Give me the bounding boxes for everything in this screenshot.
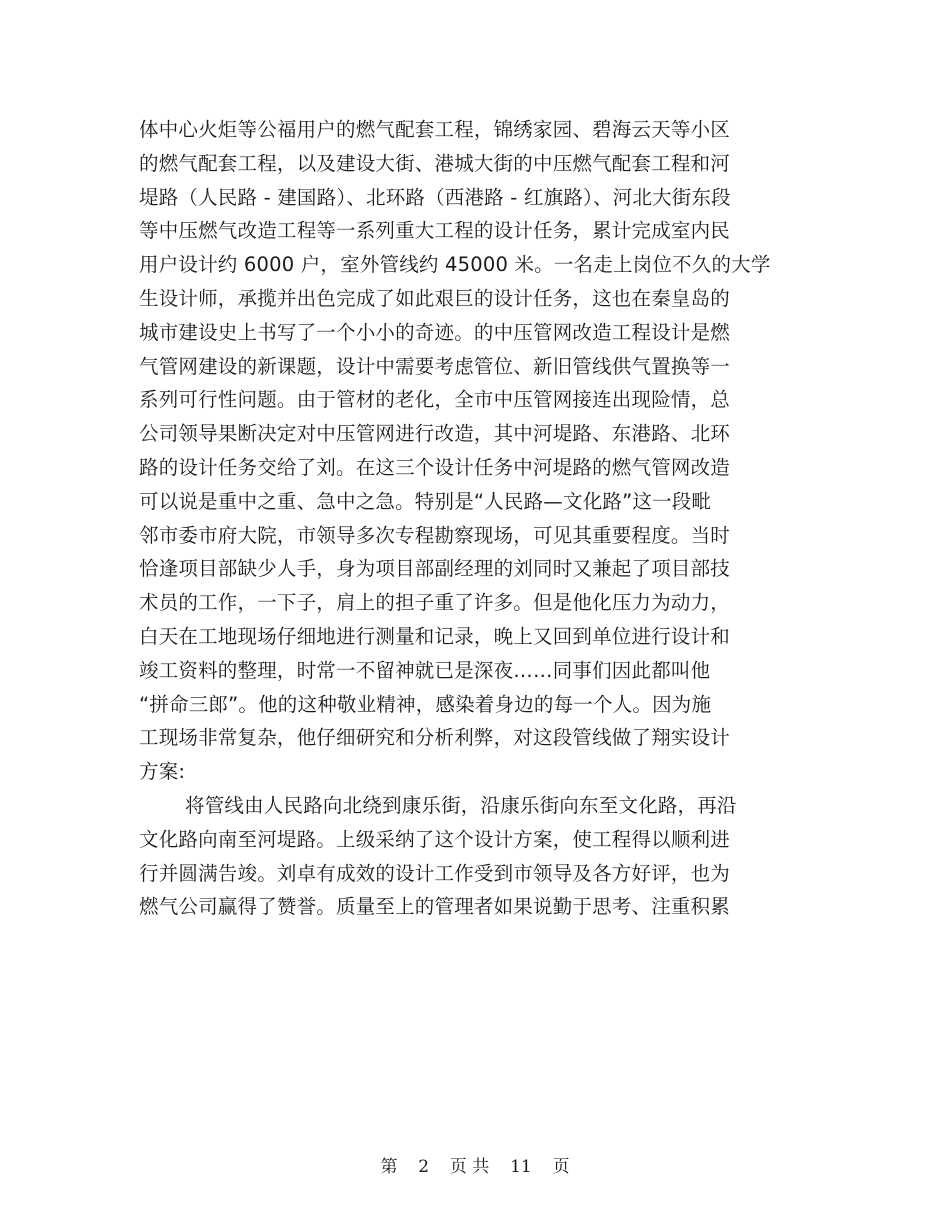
body-text — [139, 113, 819, 924]
footer-suffix: 页 — [552, 1157, 570, 1177]
footer-middle: 页 共 — [449, 1157, 490, 1177]
text-line: 用户设计约 6000 户，室外管线约 45000 米。一名走上岗位不久的大学 — [139, 253, 771, 277]
footer-prefix: 第 — [380, 1157, 398, 1177]
text-line: 生设计师，承揽并出色完成了如此艰巨的设计任务，这也在秦皇岛的 — [139, 286, 731, 310]
text-line: 气管网建设的新课题，设计中需要考虑管位、新旧管线供气置换等一 — [139, 354, 731, 378]
text-line: 可以说是重中之重、急中之急。特别是“人民路—文化路”这一段毗 — [139, 489, 712, 513]
text-line: 工现场非常复杂，他仔细研究和分析利弊，对这段管线做了翔实设计 — [139, 726, 731, 750]
text-line: 方案: — [139, 760, 186, 784]
text-line: “拼命三郎”。他的这种敬业精神，感染着身边的每一个人。因为施 — [139, 692, 712, 716]
text-line: 白天在工地现场仔细地进行测量和记录，晚上又回到单位进行设计和 — [139, 624, 731, 648]
text-line: 行并圆满告竣。刘卓有成效的设计工作受到市领导及各方好评，也为 — [139, 861, 731, 885]
text-line: 恰逢项目部缺少人手，身为项目部副经理的刘同时又兼起了项目部技 — [139, 557, 731, 581]
text-line: 竣工资料的整理，时常一不留神就已是深夜……同事们因此都叫他 — [139, 658, 711, 682]
text-line: 系列可行性问题。由于管材的老化，全市中压管网接连出现险情，总 — [139, 388, 731, 412]
text-line: 燃气公司赢得了赞誉。质量至上的管理者如果说勤于思考、注重积累 — [139, 895, 731, 919]
footer-page-number: 2 — [418, 1157, 430, 1177]
text-line: 文化路向南至河堤路。上级采纳了这个设计方案，使工程得以顺利进 — [139, 827, 731, 851]
text-line: 的燃气配套工程，以及建设大街、港城大街的中压燃气配套工程和河 — [139, 151, 731, 175]
text-line: 等中压燃气改造工程等一系列重大工程的设计任务，累计完成室内民 — [139, 219, 731, 243]
text-line-indented: 将管线由人民路向北绕到康乐街，沿康乐街向东至文化路，再沿 — [185, 793, 737, 817]
text-line: 术员的工作，一下子，肩上的担子重了许多。但是他化压力为动力， — [139, 591, 731, 615]
text-line: 路的设计任务交给了刘。在这三个设计任务中河堤路的燃气管网改造 — [139, 455, 731, 479]
text-line: 堤路（人民路 - 建国路）、北环路（西港路 - 红旗路）、河北大街东段 — [139, 185, 731, 209]
text-line: 公司领导果断决定对中压管网进行改造，其中河堤路、东港路、北环 — [139, 422, 731, 446]
text-line: 体中心火炬等公福用户的燃气配套工程，锦绣家园、碧海云天等小区 — [139, 118, 731, 141]
text-line: 邻市委市府大院，市领导多次专程勘察现场，可见其重要程度。当时 — [139, 523, 731, 547]
text-line: 城市建设史上书写了一个小小的奇迹。的中压管网改造工程设计是燃 — [139, 320, 731, 344]
footer-total-pages: 11 — [510, 1157, 532, 1177]
page-footer — [0, 1152, 950, 1177]
